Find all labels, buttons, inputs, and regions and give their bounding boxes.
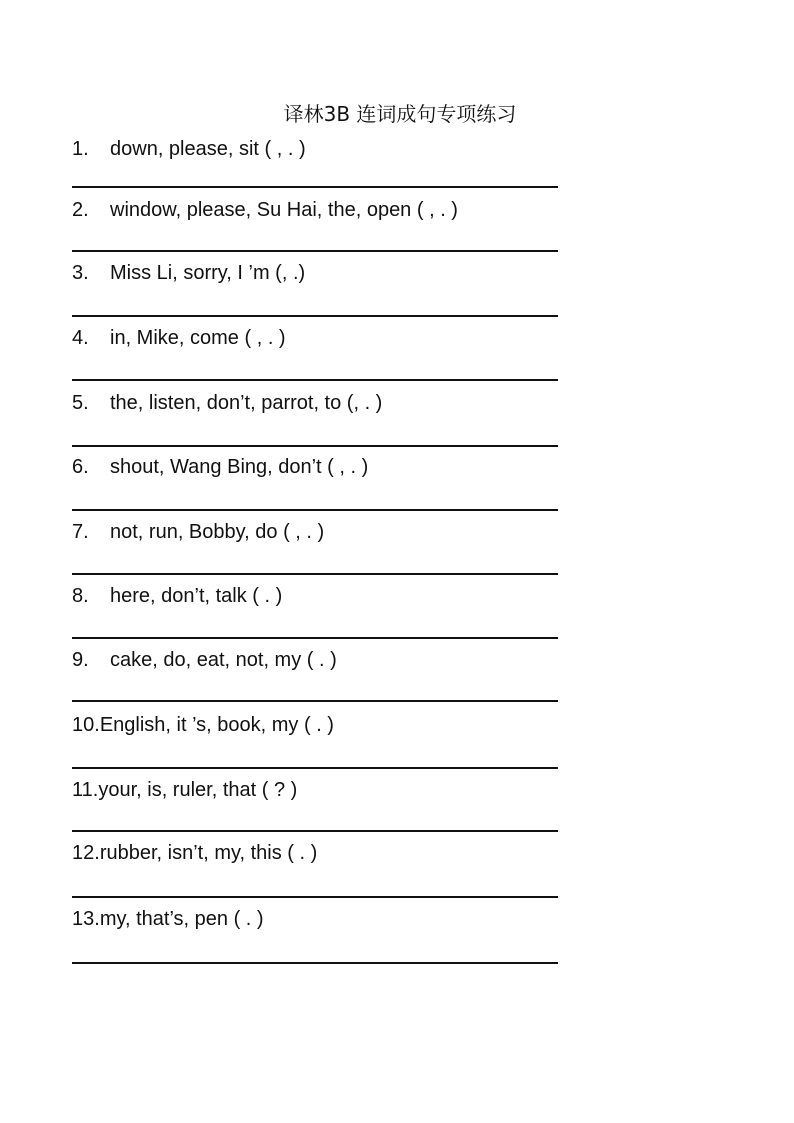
- question-text: [72, 712, 562, 738]
- question-words: in, Mike, come ( , . ): [110, 327, 286, 349]
- question-number: 12.: [72, 842, 100, 864]
- question-text: [72, 454, 562, 480]
- question-item-3: [72, 260, 562, 286]
- answer-line[interactable]: [72, 637, 558, 639]
- answer-line[interactable]: [72, 700, 558, 702]
- question-number: 9.: [72, 649, 89, 671]
- question-text: [72, 583, 562, 609]
- question-words: English, it ’s, book, my ( . ): [99, 714, 334, 736]
- worksheet-title: 译林3B 连词成句专项练习: [283, 102, 517, 126]
- question-number: 5.: [72, 392, 89, 414]
- question-number: 6.: [72, 456, 89, 478]
- answer-line[interactable]: [72, 573, 558, 575]
- question-item-11: [72, 777, 562, 803]
- question-item-8: [72, 583, 562, 609]
- question-text: [72, 519, 562, 545]
- question-words: rubber, isn’t, my, this ( . ): [99, 842, 318, 864]
- question-number: 1.: [72, 138, 89, 160]
- question-number: 3.: [72, 262, 89, 284]
- question-item-13: [72, 906, 562, 932]
- question-text: [72, 260, 562, 286]
- question-words: your, is, ruler, that ( ? ): [98, 779, 298, 801]
- answer-line[interactable]: [72, 250, 558, 252]
- question-words: window, please, Su Hai, the, open ( , . ): [110, 199, 458, 221]
- answer-line[interactable]: [72, 379, 558, 381]
- question-item-9: [72, 647, 562, 673]
- question-number: 4.: [72, 327, 89, 349]
- question-text: [72, 136, 562, 162]
- answer-line[interactable]: [72, 767, 558, 769]
- question-number: 2.: [72, 199, 89, 221]
- question-item-10: [72, 712, 562, 738]
- answer-line[interactable]: [72, 186, 558, 188]
- answer-line[interactable]: [72, 509, 558, 511]
- question-words: shout, Wang Bing, don’t ( , . ): [110, 456, 369, 478]
- question-number: 8.: [72, 585, 89, 607]
- question-words: not, run, Bobby, do ( , . ): [110, 521, 325, 543]
- question-text: [72, 906, 562, 932]
- question-item-2: [72, 197, 562, 223]
- question-text: [72, 647, 562, 673]
- question-number: 13.: [72, 908, 100, 930]
- question-number: 10.: [72, 714, 100, 736]
- question-item-6: [72, 454, 562, 480]
- question-words: cake, do, eat, not, my ( . ): [110, 649, 337, 671]
- question-words: down, please, sit ( , . ): [110, 138, 306, 160]
- question-item-7: [72, 519, 562, 545]
- question-text: [72, 777, 562, 803]
- answer-line[interactable]: [72, 315, 558, 317]
- question-text: [72, 325, 562, 351]
- question-words: Miss Li, sorry, I ’m (, .): [110, 262, 306, 284]
- answer-line[interactable]: [72, 445, 558, 447]
- question-item-1: [72, 136, 562, 162]
- question-item-12: [72, 840, 562, 866]
- answer-line[interactable]: [72, 962, 558, 964]
- question-words: my, that’s, pen ( . ): [99, 908, 264, 930]
- question-number: 7.: [72, 521, 89, 543]
- question-text: [72, 390, 562, 416]
- question-item-4: [72, 325, 562, 351]
- question-words: the, listen, don’t, parrot, to (, . ): [110, 392, 383, 414]
- answer-line[interactable]: [72, 896, 558, 898]
- question-number: 11.: [72, 779, 99, 801]
- answer-line[interactable]: [72, 830, 558, 832]
- question-text: [72, 197, 562, 223]
- question-text: [72, 840, 562, 866]
- question-words: here, don’t, talk ( . ): [110, 585, 283, 607]
- question-item-5: [72, 390, 562, 416]
